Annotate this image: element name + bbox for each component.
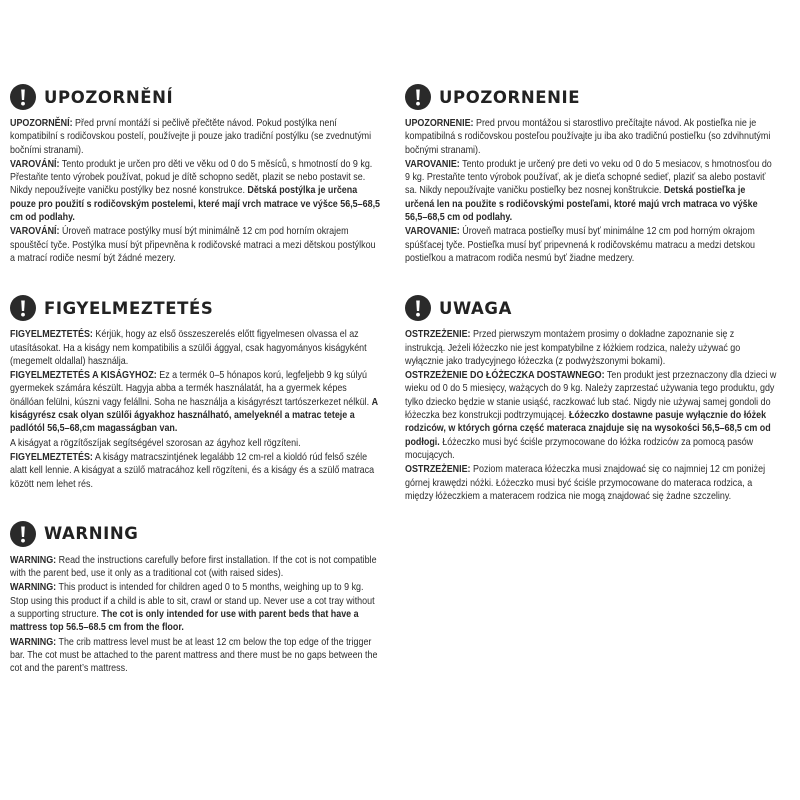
- section-czech-warning: [10, 80, 382, 265]
- paragraph-label: WARNING:: [10, 582, 57, 594]
- warning-icon: [405, 84, 431, 110]
- warning-icon: [10, 84, 36, 110]
- paragraph-text: Ten produkt jest przeznaczony dla dzieci w wieku od 0 do 5 miesięcy, ważących do 9 kg. Należy zaprzestać używania tego produktu, gdy tylko dziecko będzie w stanie usiąść, raczkować lub stać. Nigdy nie używaj samej gondoli do łóżeczka bez konstrukcji podtrzymującej.: [405, 370, 777, 422]
- paragraph-label: UPOZORNĚNÍ:: [10, 118, 73, 129]
- paragraph-label: FIGYELMEZTETÉS A KISÁGYHOZ:: [10, 370, 157, 382]
- section-hungarian-warning: [10, 291, 382, 491]
- paragraph: [10, 369, 382, 435]
- paragraph-text: Úroveň matraca postieľky musí byť minimálne 12 cm pod horným okrajom spúšťacej tyče. Postieľka musí byť pripevnená k rodičovskému matracu a medzi detskou postieľkou a matracom rodiča nesmú byť žiadne medzery.: [405, 226, 756, 264]
- section-title: UWAGA: [439, 298, 512, 318]
- paragraph: [405, 117, 777, 157]
- paragraph-text: Ez a termék 0–5 hónapos korú, legfeljebb 9 kg súlyú gyermekek számára készült. Hagyja abba a termék használatát, ha a gyermek képes önállóan felülni, kúszni vagy felállni. Soha ne használja a kiságyrészt tartószerkezet nélkül.: [10, 370, 372, 408]
- paragraph-label: VAROVÁNÍ:: [10, 158, 60, 170]
- paragraph-text: Łóżeczko musi być ściśle przymocowane do łóżka rodziców za pomocą pasów mocujących.: [405, 436, 754, 461]
- paragraph-text: Pred prvou montážou si starostlivo prečítajte návod. Ak postieľka nie je kompatibilná s rodičovskou posteľou používajte ju iba ako tradičnú postieľku (so zdvihnutými bočnými stranami).: [405, 118, 771, 156]
- paragraph: [10, 117, 382, 157]
- paragraph-bold-text: Dětská postýlka je určena pouze pro použití s rodičovským postelemi, které mají vrch matrace ve výšce 56,5–68,5 cm od podlahy.: [10, 185, 381, 224]
- section-title: UPOZORNĚNÍ: [44, 87, 174, 107]
- section-title: UPOZORNENIE: [439, 87, 581, 107]
- paragraph-label: WARNING:: [10, 636, 57, 648]
- paragraph: [10, 328, 382, 368]
- paragraph: [10, 225, 382, 265]
- section-header: [10, 291, 382, 325]
- right-column: [405, 80, 777, 529]
- paragraph-text: Před první montáží si pečlivě přečtěte návod. Pokud postýlka není kompatibilní s rodičovskou postelí, používejte ji pouze jako tradiční postýlku (se zvednutými bočními stranami).: [10, 118, 372, 156]
- paragraph-label: OSTRZEŻENIE:: [405, 464, 471, 476]
- paragraph: [405, 225, 777, 265]
- paragraph: [10, 554, 382, 581]
- paragraph-bold-text: A kiságyrész csak olyan szülői ágyakhoz használható, amelyeknél a matrac teteje a padlótól 56,5–68,cm magasságban van.: [10, 396, 378, 435]
- section-title: FIGYELMEZTETÉS: [44, 298, 214, 318]
- warning-icon: [10, 295, 36, 321]
- left-column: [10, 80, 382, 702]
- paragraph: [405, 328, 777, 368]
- paragraph-text: Tento produkt je určen pro děti ve věku od 0 do 5 měsíců, s hmotností do 9 kg. Přestaňte tento výrobek používat, pokud je dítě schopno sedět, plazit se nebo postavit se. Nikdy nepoužívejte vaničku postýlky bez nosné konstrukce.: [10, 158, 373, 197]
- paragraph-bold-text: Detská postieľka je určená len na použite s rodičovskými posteľami, ktoré majú vrch matraca vo výške 56,5–68,5 cm od podlahy.: [405, 185, 758, 224]
- section-title: WARNING: [44, 524, 139, 544]
- section-english-warning: [10, 517, 382, 676]
- paragraph: [10, 636, 382, 676]
- paragraph-label: OSTRZEŻENIE:: [405, 329, 471, 341]
- paragraph-label: FIGYELMEZTETÉS:: [10, 329, 93, 341]
- paragraph-bold-text: The cot is only intended for use with parent beds that have a mattress top 56.5–68.5 cm from the floor.: [10, 609, 359, 634]
- paragraph-text: This product is intended for children aged 0 to 5 months, weighing up to 9 kg. Stop using this product if a child is able to sit, crawl or stand up. Never use a cot tray without a supporting structure.: [10, 582, 375, 621]
- section-header: [10, 80, 382, 114]
- paragraph: [10, 451, 382, 491]
- paragraph-bold-text: Łóżeczko dostawne pasuje wyłącznie do łóżek rodziców, w których górna część materaca znajduje się na wysokości 56,5–68,5 cm od podłogi.: [405, 410, 771, 448]
- section-slovak-warning: [405, 80, 777, 265]
- paragraph: [10, 158, 382, 224]
- paragraph-text: Tento produkt je určený pre deti vo veku od 0 do 5 mesiacov, s hmotnosťou do 9 kg. Prestaňte tento výrobok používať, ak je dieťa schopné sedieť, plaziť sa alebo postaviť sa. Nikdy nepoužívajte vaničku postieľky bez nosnej konštrukcie.: [405, 158, 772, 197]
- paragraph-label: VAROVANIE:: [405, 226, 460, 238]
- section-header: [405, 80, 777, 114]
- paragraph: [10, 437, 382, 450]
- paragraph-label: WARNING:: [10, 554, 57, 566]
- warning-icon: [405, 295, 431, 321]
- paragraph: [10, 581, 382, 634]
- paragraph-label: VAROVÁNÍ:: [10, 226, 60, 238]
- paragraph-text: Przed pierwszym montażem prosimy o dokładne zapoznanie się z instrukcją. Jeżeli łóżeczko nie jest kompatybilne z łóżkiem rodzica, należy używać go wyłącznie jako tradycyjnego łóżeczka (z podwyższonymi bokami).: [405, 329, 741, 367]
- paragraph: [405, 369, 777, 462]
- paragraph-label: VAROVANIE:: [405, 158, 460, 170]
- paragraph-text: A kiságy matracszintjének legalább 12 cm-rel a kioldó rúd felső széle alatt kell lennie. A kiságyat a szülő matracához kell rögzíteni, és a kiságy és a szülő matraca között nem lehet rés.: [10, 451, 375, 490]
- paragraph-text: Úroveň matrace postýlky musí být minimálně 12 cm pod horním okrajem spouštěcí tyče. Postýlka musí být připevněna k rodičovské matraci a mezi dětskou postýlkou a matrací rodiče nesmí být žádné mezery.: [10, 226, 376, 264]
- section-polish-warning: [405, 291, 777, 503]
- paragraph-text: The crib mattress level must be at least 12 cm below the top edge of the trigger bar. The cot must be attached to the parent mattress and there must be no gaps between the cot and the parent’s mattress.: [10, 636, 378, 675]
- section-header: [405, 291, 777, 325]
- paragraph: [405, 158, 777, 224]
- paragraph-label: UPOZORNENIE:: [405, 118, 474, 129]
- paragraph-text: Poziom materaca łóżeczka musi znajdować się co najmniej 12 cm poniżej górnej krawędzi nóżki. Łóżeczko musi być ściśle przymocowane do materaca rodzica, a między łóżeczkiem a materacem rodzica nie mogą znajdować się żadne szczeliny.: [405, 464, 766, 502]
- paragraph-label: OSTRZEŻENIE DO ŁÓŻECZKA DOSTAWNEGO:: [405, 370, 605, 382]
- paragraph: [405, 463, 777, 503]
- section-header: [10, 517, 382, 551]
- paragraph-text: Kérjük, hogy az első összeszerelés előtt figyelmesen olvassa el az utasításokat. Ha a kiságy nem kompatibilis a szülői ággyal, csak hagyományos kiságyként (megemelt oldallal) használja.: [10, 329, 367, 367]
- warning-icon: [10, 521, 36, 547]
- paragraph-text: A kiságyat a rögzítőszíjak segítségével szorosan az ágyhoz kell rögzíteni.: [10, 437, 301, 449]
- paragraph-text: Read the instructions carefully before first installation. If the cot is not compatible with the parent bed, use it only as a traditional cot (with raised sides).: [10, 554, 377, 580]
- paragraph-label: FIGYELMEZTETÉS:: [10, 451, 93, 463]
